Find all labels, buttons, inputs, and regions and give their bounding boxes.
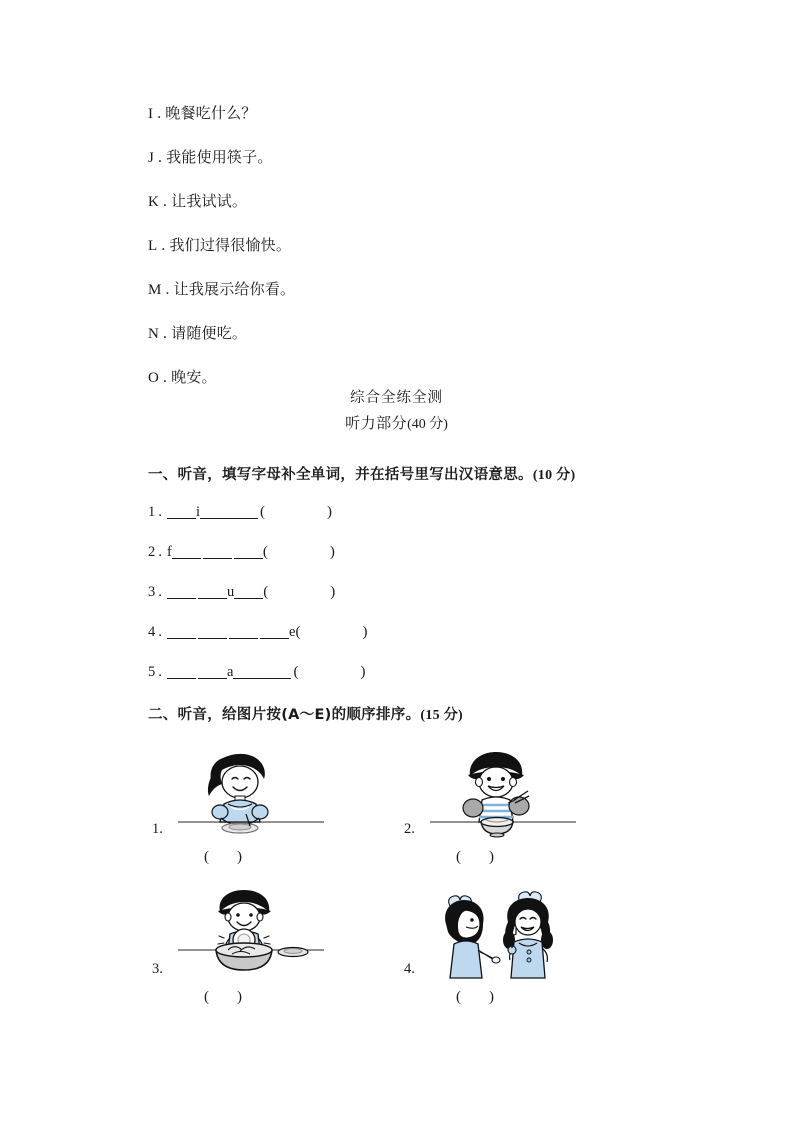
section-heading-two	[148, 703, 463, 724]
meaning-paren-open: (	[293, 664, 299, 680]
answer-key-letter: I	[148, 106, 154, 122]
word-blank-row	[148, 582, 568, 602]
answer-key-dot: .	[161, 237, 166, 254]
picture-number: 1.	[152, 821, 163, 837]
meaning-paren-open: (	[295, 624, 301, 640]
answer-key-letter: O	[148, 370, 160, 386]
two-girls-with-fork-illustration	[428, 888, 578, 984]
answer-key-text: 晚安。	[171, 368, 217, 386]
picture-number: 3.	[152, 961, 163, 977]
letter-blank[interactable]	[167, 664, 196, 679]
letter-blank[interactable]	[198, 584, 227, 599]
meaning-paren-close: )	[362, 624, 368, 640]
section-heading-two-points: (15 分)	[420, 708, 464, 723]
picture-answer-blank[interactable]	[456, 849, 494, 866]
row-number: 4	[148, 624, 156, 640]
letter-blank[interactable]	[262, 664, 291, 679]
exam-subtitle-points: (40 分)	[407, 417, 448, 432]
row-number: 2	[148, 544, 156, 560]
answer-key-list	[148, 103, 708, 411]
answer-key-text: 让我展示给你看。	[173, 280, 296, 298]
meaning-paren-open: (	[260, 504, 266, 520]
letter-blank[interactable]	[172, 544, 201, 559]
meaning-paren-close: )	[330, 584, 336, 600]
boy-washing-dishes-illustration	[176, 888, 326, 984]
section-heading-one	[148, 463, 575, 484]
answer-key-item	[148, 279, 708, 300]
answer-key-dot: .	[165, 281, 170, 298]
picture-ordering-grid	[148, 742, 648, 1022]
answer-paren-open: (	[456, 849, 461, 865]
row-number: 1	[148, 504, 156, 520]
picture-row	[148, 882, 648, 1022]
section-heading-one-text: 一、听音，填写字母补全单词，并在括号里写出汉语意思。	[148, 467, 533, 483]
picture-row	[148, 742, 648, 882]
picture-number: 4.	[404, 961, 415, 977]
letter-blank[interactable]	[198, 664, 227, 679]
answer-paren-close: )	[489, 989, 494, 1005]
meaning-paren-close: )	[327, 504, 333, 520]
answer-key-dot: .	[163, 325, 168, 342]
answer-key-letter: L	[148, 238, 158, 254]
picture-cell	[148, 742, 398, 882]
letter-blank[interactable]	[234, 544, 263, 559]
answer-paren-open: (	[456, 989, 461, 1005]
picture-answer-blank[interactable]	[204, 989, 242, 1006]
answer-key-dot: .	[163, 369, 168, 386]
picture-number: 2.	[404, 821, 415, 837]
letter-blank[interactable]	[260, 624, 289, 639]
answer-paren-open: (	[204, 989, 209, 1005]
picture-cell	[148, 882, 398, 1022]
row-number: 3	[148, 584, 156, 600]
section-heading-one-points: (10 分)	[532, 468, 576, 483]
section-heading-two-text: 二、听音，给图片按(A～E)的顺序排序。	[148, 707, 421, 723]
letter-blank[interactable]	[203, 544, 232, 559]
row-dot: .	[158, 504, 162, 520]
answer-paren-close: )	[237, 849, 242, 865]
word-blank-list	[148, 502, 568, 702]
answer-key-text: 请随便吃。	[171, 324, 248, 342]
letter-blank[interactable]	[200, 504, 229, 519]
meaning-paren-open: (	[262, 544, 268, 560]
picture-answer-blank[interactable]	[456, 989, 494, 1006]
given-letter: i	[196, 504, 201, 520]
letter-blank[interactable]	[234, 584, 263, 599]
picture-cell	[400, 882, 650, 1022]
word-blank-row	[148, 502, 568, 522]
answer-key-text: 晚餐吃什么？	[165, 104, 257, 122]
letter-blank[interactable]	[167, 584, 196, 599]
answer-key-text: 我能使用筷子。	[166, 148, 273, 166]
answer-key-item	[148, 147, 708, 168]
letter-blank[interactable]	[198, 624, 227, 639]
answer-key-item	[148, 103, 708, 124]
given-letter: a	[227, 664, 234, 680]
answer-paren-open: (	[204, 849, 209, 865]
word-blank-row	[148, 622, 568, 642]
answer-key-letter: N	[148, 326, 160, 342]
exam-title: 综合全练全测	[350, 390, 443, 406]
letter-blank[interactable]	[229, 504, 258, 519]
given-letter: e	[289, 624, 296, 640]
answer-key-text: 让我试试。	[171, 192, 248, 210]
letter-blank[interactable]	[233, 664, 262, 679]
girl-eating-at-table-illustration	[176, 748, 326, 844]
answer-key-item	[148, 323, 708, 344]
answer-key-item	[148, 367, 708, 388]
answer-key-letter: K	[148, 194, 160, 210]
given-letter: f	[167, 544, 172, 560]
row-dot: .	[158, 544, 162, 560]
answer-paren-close: )	[237, 989, 242, 1005]
letter-blank[interactable]	[229, 624, 258, 639]
answer-key-item	[148, 235, 708, 256]
row-dot: .	[158, 664, 162, 680]
row-dot: .	[158, 584, 162, 600]
answer-paren-close: )	[489, 849, 494, 865]
answer-key-dot: .	[157, 105, 162, 122]
letter-blank[interactable]	[167, 624, 196, 639]
answer-key-letter: J	[148, 150, 155, 166]
meaning-paren-close: )	[329, 544, 335, 560]
given-letter: u	[227, 584, 235, 600]
exam-subtitle-text: 听力部分	[345, 414, 408, 432]
exam-subtitle	[0, 410, 793, 438]
answer-key-dot: .	[163, 193, 168, 210]
letter-blank[interactable]	[167, 504, 196, 519]
exam-title-block	[0, 386, 793, 438]
meaning-paren-close: )	[360, 664, 366, 680]
answer-key-text: 我们过得很愉快。	[169, 236, 292, 254]
row-number: 5	[148, 664, 156, 680]
meaning-paren-open: (	[263, 584, 269, 600]
answer-key-item	[148, 191, 708, 212]
answer-key-dot: .	[158, 149, 163, 166]
boy-eating-with-chopsticks-illustration	[428, 748, 578, 844]
picture-answer-blank[interactable]	[204, 849, 242, 866]
answer-key-letter: M	[148, 282, 162, 298]
word-blank-row	[148, 542, 568, 562]
word-blank-row	[148, 662, 568, 682]
row-dot: .	[158, 624, 162, 640]
picture-cell	[400, 742, 650, 882]
